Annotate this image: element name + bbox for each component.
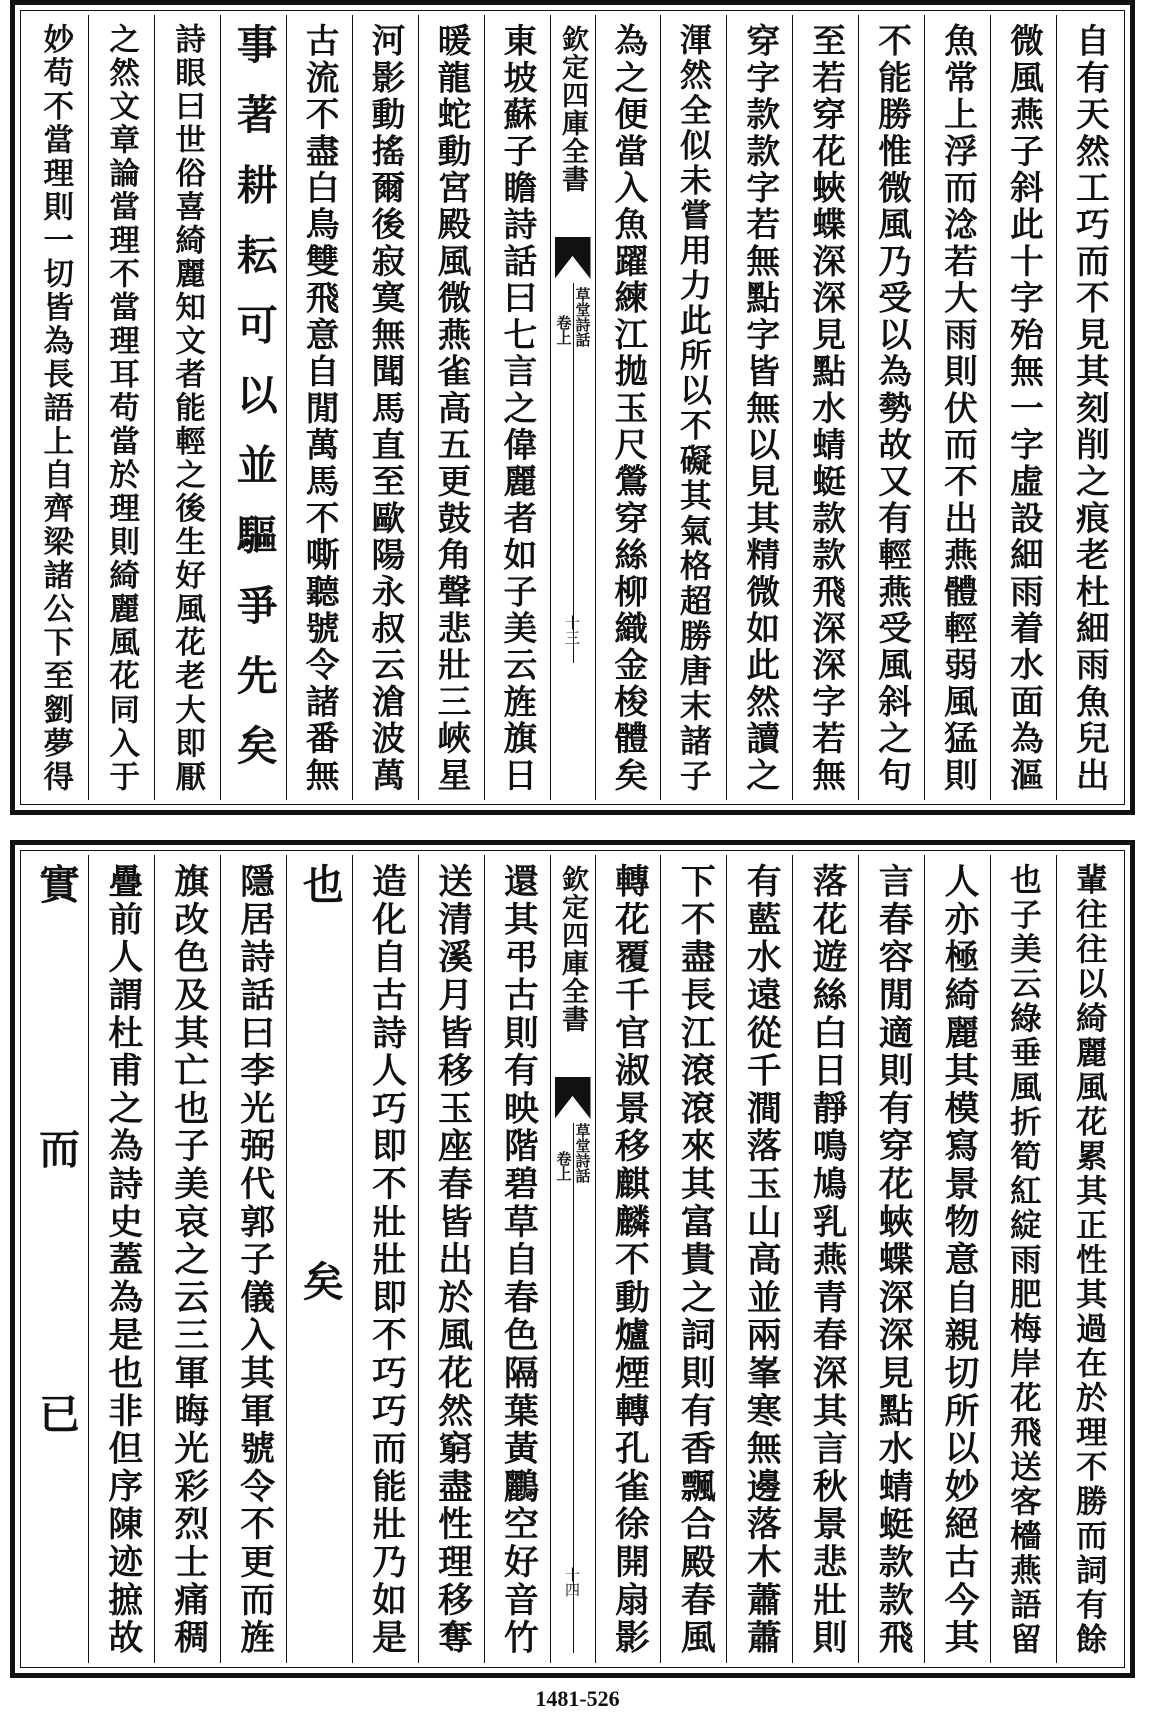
column-text: 至若穿花蛺蝶深深見點水蜻蜓款款飛深深字若無 [806, 23, 847, 794]
text-column [23, 855, 88, 1663]
text-column [858, 855, 924, 1663]
text-column [595, 855, 661, 1663]
column-text: 實而已 [31, 863, 80, 1657]
column-text: 古流不盡白鳥雙飛意自閒萬馬不嘶聽號令諸番無 [300, 23, 341, 794]
top-page [10, 0, 1135, 815]
column-text: 河影動搖爾後寂寞無聞馬直至歐陽永叔云滄波萬 [366, 23, 407, 794]
column-text: 也子美云綠垂風折筍紅綻雨肥梅岸花飛送客檣燕語留 [1005, 863, 1043, 1657]
column-text: 還其弔古則有映階碧草自春色隔葉黃鸝空好音竹 [497, 863, 539, 1657]
column-text: 下不盡長江滾滾來其富貴之詞則有香飄合殿春風 [674, 863, 716, 1657]
text-column [154, 15, 220, 800]
chapter-title: 草堂詩話 [573, 287, 592, 347]
text-column [1056, 15, 1122, 800]
column-text: 自有天然工巧而不見其刻削之痕老杜細雨魚兒出 [1070, 23, 1111, 794]
column-text: 東坡蘇子瞻詩話曰七言之偉麗者如子美云旌旗日 [497, 23, 538, 794]
volume-label: 卷上 [554, 315, 573, 345]
column-text: 送清溪月皆移玉座春皆出於風花然窮盡性理移奪 [431, 863, 473, 1657]
column-text: 之然文章論當理不當理耳苟當於理則綺麗風花同入于 [103, 23, 140, 794]
text-column [858, 15, 924, 800]
book-title: 欽定四庫全書 [557, 25, 588, 193]
book-title: 欽定四庫全書 [557, 865, 588, 1033]
text-column [286, 15, 352, 800]
column-text: 事著耕耘可以並驅爭先矣 [229, 23, 278, 794]
page-code: 1481-526 [535, 1686, 620, 1711]
text-column [154, 855, 220, 1663]
fishtail-mark [555, 1077, 591, 1119]
column-text: 暖龍蛇動宮殿風微燕雀高五更鼓角聲悲壯三峽星 [431, 23, 472, 794]
text-column [660, 15, 726, 800]
bottom-page-columns [23, 855, 1122, 1663]
column-text: 不能勝惟微風乃受以為勢故又有輕燕受風斜之句 [872, 23, 913, 794]
column-text: 旗改色及其亡也子美哀之云三軍晦光彩烈士痛稠 [167, 863, 209, 1657]
block-heart [550, 855, 595, 1663]
column-text: 也矣 [295, 863, 344, 1657]
column-text: 微風燕子斜此十字殆無一字虛設細雨着水面為漚 [1004, 23, 1045, 794]
column-text: 穿字款款字若無點字皆無以見其精微如此然讀之 [740, 23, 781, 794]
fishtail-mark [555, 237, 591, 279]
text-column [924, 15, 990, 800]
text-column [286, 855, 352, 1663]
text-column [88, 15, 154, 800]
text-column [23, 15, 88, 800]
text-column [924, 855, 990, 1663]
text-column [484, 855, 550, 1663]
text-column [726, 855, 792, 1663]
text-column [418, 15, 484, 800]
text-column [418, 855, 484, 1663]
column-text: 魚常上浮而淰若大雨則伏而不出燕體輕弱風猛則 [938, 23, 979, 794]
column-text: 言春容閒適則有穿花蛺蝶深深見點水蜻蜓款款飛 [872, 863, 914, 1657]
column-text: 渾然全似未嘗用力此所以不礙其氣格超勝唐末諸子 [674, 23, 713, 794]
text-column [352, 855, 418, 1663]
column-text: 疊前人謂杜甫之為詩史蓋為是也非但序陳迹摭故 [101, 863, 143, 1657]
text-column [792, 855, 858, 1663]
text-column [660, 855, 726, 1663]
text-column [484, 15, 550, 800]
column-text: 隱居詩話曰李光弼代郭子儀入其軍號令不更而旌 [233, 863, 275, 1657]
column-text: 妙苟不當理則一切皆為長語上自齊梁諸公下至劉夢得 [37, 23, 74, 794]
column-text: 造化自古詩人巧即不壯壯即不巧巧而能壯乃如是 [365, 863, 407, 1657]
volume-label: 卷上 [554, 1151, 573, 1181]
column-text: 詩眼曰世俗喜綺麗知文者能輕之後生好風花老大即厭 [169, 23, 206, 794]
page-number: 十三 [563, 615, 581, 645]
column-text: 為之便當入魚躍練江拋玉尺鶯穿絲柳織金梭體矣 [608, 23, 649, 794]
column-text: 落花遊絲白日靜鳴鳩乳燕青春深其言秋景悲壯則 [806, 863, 848, 1657]
block-heart [550, 15, 595, 800]
column-text: 人亦極綺麗其模寫景物意自親切所以妙絕古今其 [938, 863, 980, 1657]
text-column [990, 855, 1056, 1663]
text-column [352, 15, 418, 800]
top-page-columns [23, 15, 1122, 800]
chapter-title: 草堂詩話 [573, 1123, 592, 1183]
bottom-page [10, 840, 1135, 1678]
text-column [1056, 855, 1122, 1663]
text-column [220, 15, 286, 800]
text-column [990, 15, 1056, 800]
column-text: 輩往往以綺麗風花累其正性其過在於理不勝而詞有餘 [1071, 863, 1109, 1657]
column-text: 有藍水遠從千澗落玉山高並兩峯寒無邊落木蕭蕭 [740, 863, 782, 1657]
column-text: 轉花覆千官淑景移麒麟不動爐煙轉孔雀徐開扇影 [608, 863, 650, 1657]
page-number: 十四 [563, 1567, 581, 1597]
text-column [220, 855, 286, 1663]
text-column [792, 15, 858, 800]
text-column [88, 855, 154, 1663]
text-column [595, 15, 661, 800]
text-column [726, 15, 792, 800]
